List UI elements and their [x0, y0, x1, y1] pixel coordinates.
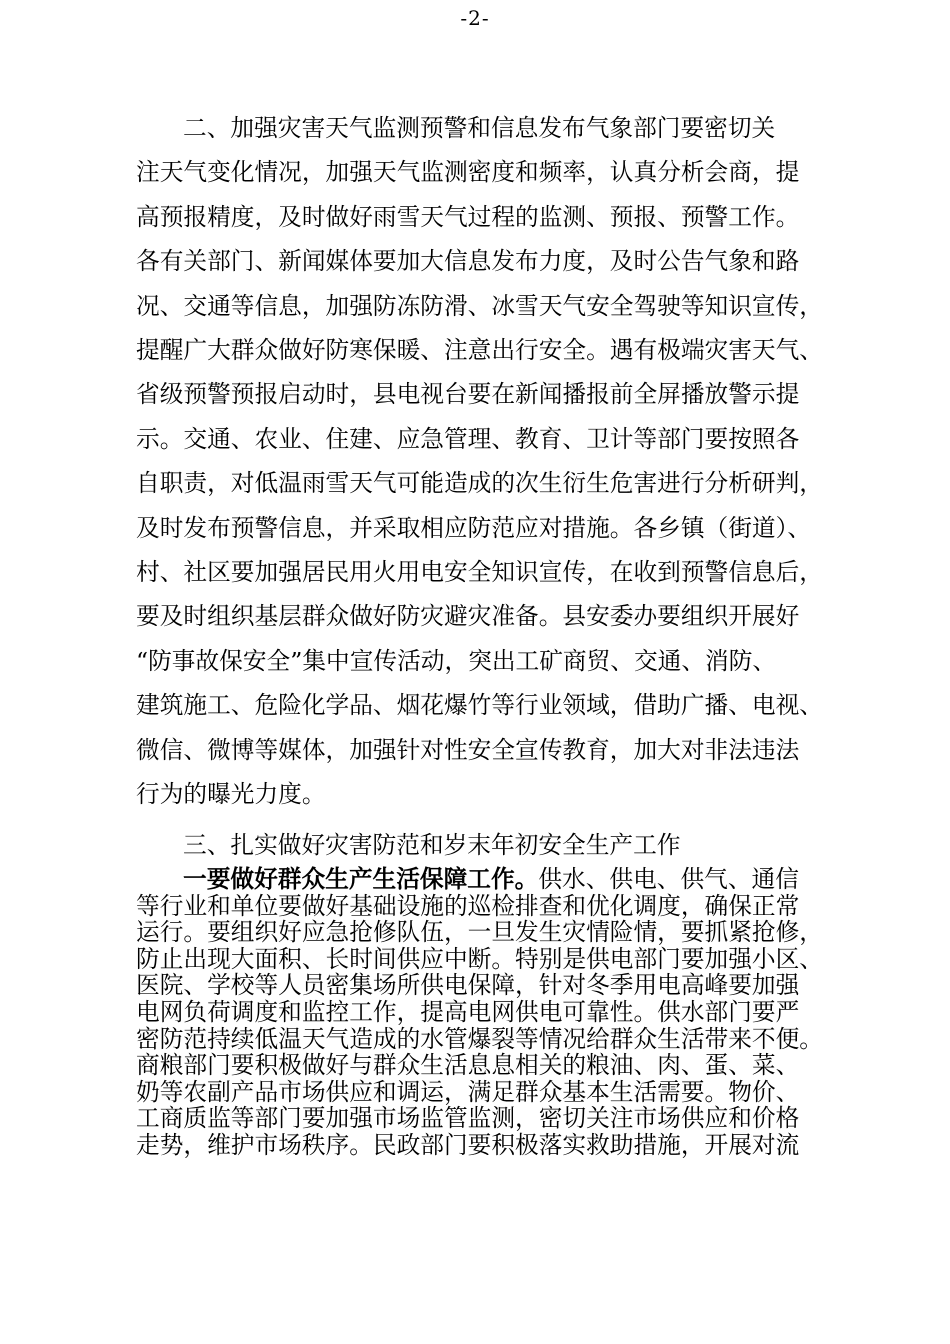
paragraph-line: 各有关部门、新闻媒体要加大信息发布力度，及时公告气象和路: [136, 247, 800, 276]
paragraph-line: 防止出现大面积、长时间供应中断。特别是供电部门要加强小区、: [136, 944, 823, 973]
paragraph-line: 密防范持续低温天气造成的水管爆裂等情况给群众生活带来不便。: [136, 1024, 823, 1053]
paragraph-line: 示。交通、农业、住建、应急管理、教育、卫计等部门要按照各: [136, 424, 800, 453]
paragraph-line: 要及时组织基层群众做好防灾避灾准备。县安委办要组织开展好: [136, 602, 800, 631]
section-three-heading: 三、扎实做好灾害防范和岁末年初安全生产工作: [183, 831, 681, 859]
paragraph-line: 商粮部门要积极做好与群众生活息息相关的粮油、肉、蛋、菜、: [136, 1051, 800, 1080]
paragraph-line: 高预报精度，及时做好雨雪天气过程的监测、预报、预警工作。: [136, 202, 800, 231]
paragraph-line: 况、交通等信息，加强防冻防滑、冰雪天气安全驾驶等知识宣传，: [136, 291, 823, 320]
paragraph-first-line: [136, 866, 836, 893]
paragraph-line-rest: 供水、供电、供气、通信: [538, 865, 799, 893]
paragraph-line: 省级预警预报启动时，县电视台要在新闻播报前全屏播放警示提: [136, 380, 800, 409]
paragraph-line: 自职责，对低温雨雪天气可能造成的次生衍生危害进行分析研判，: [136, 469, 823, 498]
paragraph-line: “防事故保安全”集中宣传活动，突出工矿商贸、交通、消防、: [136, 646, 777, 675]
paragraph-line: 医院、学校等人员密集场所供电保障，针对冬季用电高峰要加强: [136, 971, 800, 1000]
section-three-paragraph: [136, 866, 836, 1159]
paragraph-line: 电网负荷调度和监控工作，提高电网供电可靠性。供水部门要严: [136, 997, 800, 1026]
section-two-paragraph: [136, 106, 836, 817]
paragraph-line: 建筑施工、危险化学品、烟花爆竹等行业领域，借助广播、电视、: [136, 691, 823, 720]
paragraph-line: 行为的曝光力度。: [136, 780, 326, 809]
paragraph-line: 运行。要组织好应急抢修队伍，一旦发生灾情险情，要抓紧抢修，: [136, 918, 823, 947]
paragraph-line: 微信、微博等媒体，加强针对性安全宣传教育，加大对非法违法: [136, 735, 800, 764]
paragraph-line: 走势，维护市场秩序。民政部门要积极落实救助措施，开展对流: [136, 1130, 800, 1159]
paragraph-line: 工商质监等部门要加强市场监管监测，密切关注市场供应和价格: [136, 1104, 800, 1133]
paragraph-line: 提醒广大群众做好防寒保暖、注意出行安全。遇有极端灾害天气、: [136, 336, 823, 365]
page-number: -2-: [460, 6, 490, 30]
bold-lead-in: 一要做好群众生产生活保障工作。: [183, 865, 539, 893]
paragraph-line: 村、社区要加强居民用火用电安全知识宣传，在收到预警信息后，: [136, 558, 823, 587]
paragraph-line: 二、加强灾害天气监测预警和信息发布气象部门要密切关: [183, 114, 776, 142]
paragraph-line: 及时发布预警信息，并采取相应防范应对措施。各乡镇（街道）、: [136, 513, 812, 542]
paragraph-line: 注天气变化情况，加强天气监测密度和频率，认真分析会商，提: [136, 158, 800, 187]
paragraph-line: 奶等农副产品市场供应和调运，满足群众基本生活需要。物价、: [136, 1077, 800, 1106]
paragraph-line: 等行业和单位要做好基础设施的巡检排查和优化调度，确保正常: [136, 891, 800, 920]
